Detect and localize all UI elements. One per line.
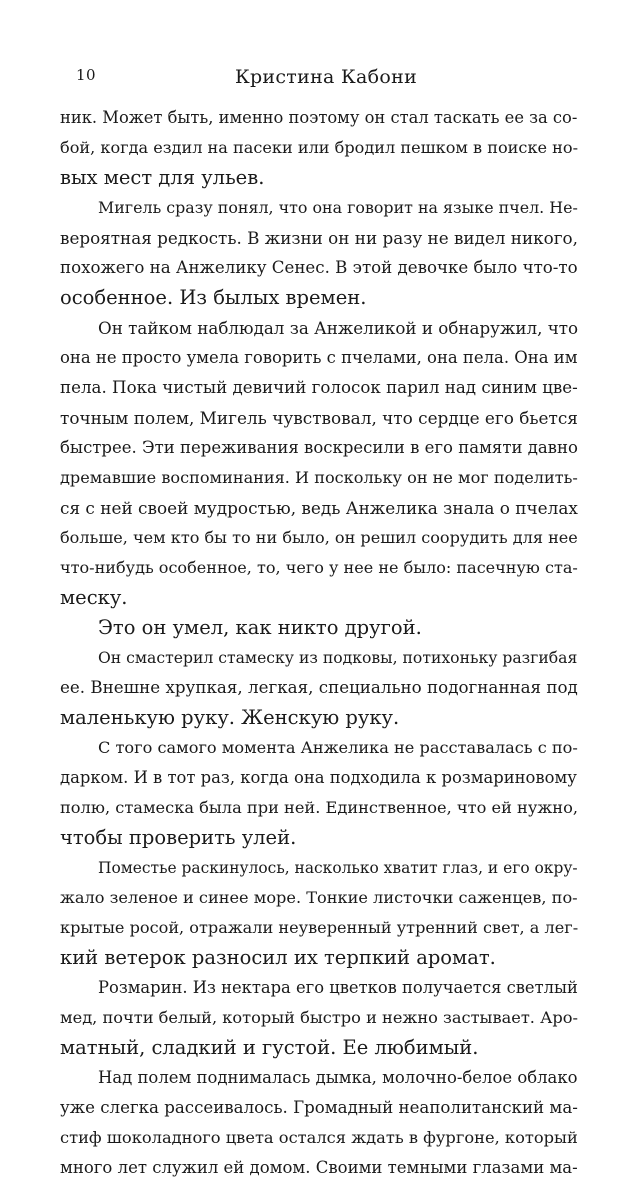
text-line: стиф шоколадного цвета остался ждать в фургоне, который <box>60 1128 578 1147</box>
text-line: вероятная редкость. В жизни он ни разу не видел никого, <box>60 228 578 248</box>
text-line: кий ветерок разносил их терпкий аромат. <box>60 946 496 969</box>
text-line: она не просто умела говорить с пчелами, она пела. Она им <box>60 348 578 367</box>
text-line: больше, чем кто бы то ни было, он решил соорудить для нее <box>60 528 578 547</box>
text-line: быстрее. Эти переживания воскресили в его памяти давно <box>60 438 578 457</box>
text-line: С того самого момента Анжелика не расставалась с по- <box>98 738 578 757</box>
text-line: маленькую руку. Женскую руку. <box>60 706 400 729</box>
text-line: уже слегка рассеивалось. Громадный неаполитанский ма- <box>60 1098 578 1117</box>
text-line: много лет служил ей домом. Своими темными глазами ма- <box>60 1158 578 1177</box>
page-number: 10 <box>76 66 97 84</box>
page-header <box>76 66 576 90</box>
text-line: дремавшие воспоминания. И поскольку он не мог поделить- <box>60 468 578 487</box>
text-line: точным полем, Мигель чувствовал, что сердце его бьется <box>60 408 578 428</box>
text-line: Это он умел, как никто другой. <box>98 616 422 639</box>
text-line: особенное. Из былых времен. <box>60 286 367 309</box>
text-line: матный, сладкий и густой. Ее любимый. <box>60 1036 479 1059</box>
text-line: ся с ней своей мудростью, ведь Анжелика знала о пчелах <box>60 498 578 518</box>
text-line: Он тайком наблюдал за Анжеликой и обнаружил, что <box>98 318 578 338</box>
text-line: крытые росой, отражали неуверенный утренний свет, а лег- <box>60 918 578 937</box>
text-line: дарком. И в тот раз, когда она подходила к розмариновому <box>60 768 577 787</box>
text-line: бой, когда ездил на пасеки или бродил пешком в поиске но- <box>60 138 578 157</box>
text-line: Поместье раскинулось, насколько хватит глаз, и его окру- <box>98 859 578 877</box>
body-text <box>60 103 578 1183</box>
running-title: Кристина Кабони <box>234 66 418 88</box>
text-line: чтобы проверить улей. <box>60 826 297 849</box>
text-line: Розмарин. Из нектара его цветков получается светлый <box>98 978 578 997</box>
text-line: вых мест для ульев. <box>60 166 265 189</box>
text-line: Мигель сразу понял, что она говорит на языке пчел. Не- <box>98 198 578 217</box>
text-line: ее. Внешне хрупкая, легкая, специально подогнанная под <box>60 678 578 697</box>
text-line: пела. Пока чистый девичий голосок парил над синим цве- <box>60 378 578 397</box>
text-line: мед, почти белый, который быстро и нежно застывает. Аро- <box>60 1008 578 1027</box>
text-line: полю, стамеска была при ней. Единственное, что ей нужно, <box>60 798 578 817</box>
text-line: Над полем поднималась дымка, молочно-белое облако <box>98 1068 578 1087</box>
text-line: что-нибудь особенное, то, чего у нее не было: пасечную ста- <box>60 558 578 577</box>
text-line: жало зеленое и синее море. Тонкие листочки саженцев, по- <box>60 888 578 907</box>
text-line: Он смастерил стамеску из подковы, потихоньку разгибая <box>98 649 578 667</box>
text-line: меску. <box>60 586 128 609</box>
text-line: ник. Может быть, именно поэтому он стал таскать ее за со- <box>60 108 578 127</box>
text-line: похожего на Анжелику Сенес. В этой девочке было что-то <box>60 258 578 277</box>
